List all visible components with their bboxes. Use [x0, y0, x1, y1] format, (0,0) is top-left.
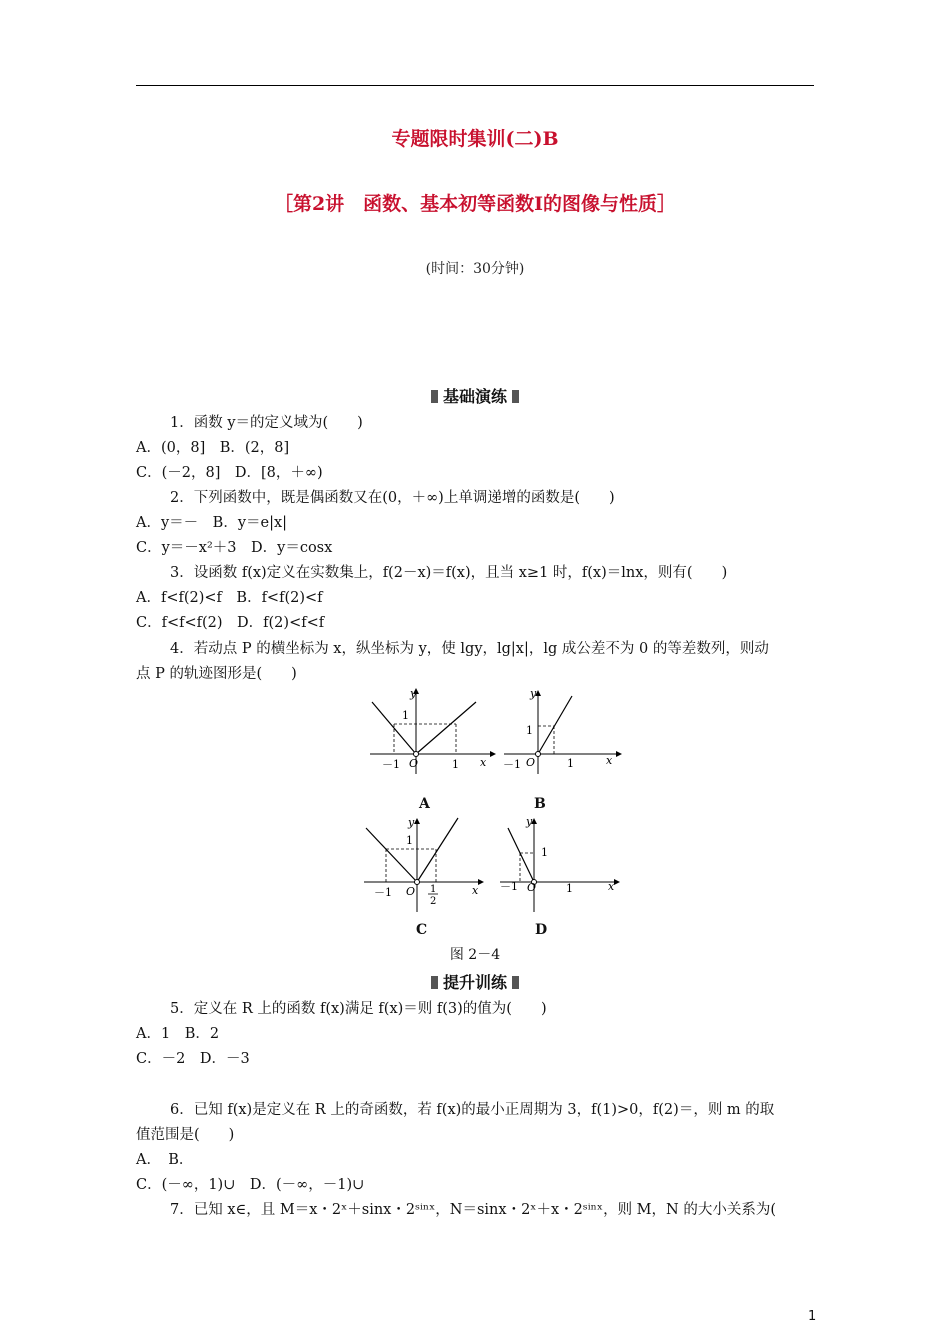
graph-c-label: C [416, 922, 428, 938]
question-5: 5．定义在 R 上的函数 f(x)满足 f(x)＝则 f(3)的值为( ) [170, 1001, 547, 1017]
question-6-cont: 值范围是( ) [136, 1127, 235, 1143]
section-basic [0, 384, 950, 407]
x-axis-label: x [472, 884, 479, 897]
question-1-options-ab: A．(0，8] B．(2，8] [136, 440, 290, 456]
graph-d [498, 812, 622, 916]
x-tick-1: 1 [452, 758, 459, 771]
question-6-options-cd: C．(－∞，1)∪ D．(－∞，－1)∪ [136, 1177, 365, 1193]
x-tick-half-numerator: 1 [430, 884, 437, 895]
question-3-options-cd: C．f<f<f(2) D．f(2)<f<f [136, 615, 325, 631]
section-marker-icon [431, 976, 438, 989]
y-tick-1: 1 [402, 709, 409, 722]
origin-label: O [406, 885, 416, 898]
question-2: 2．下列函数中，既是偶函数又在(0，＋∞)上单调递增的函数是( ) [170, 490, 615, 506]
x-tick-neg1: －1 [503, 758, 521, 771]
section-marker-icon [512, 976, 519, 989]
question-4-cont: 点 P 的轨迹图形是( ) [136, 666, 297, 682]
section-advanced [0, 970, 950, 993]
y-tick-1: 1 [541, 846, 548, 859]
x-tick-1: 1 [566, 882, 573, 895]
question-6-options-ab: A． B． [136, 1152, 194, 1168]
question-4: 4．若动点 P 的横坐标为 x，纵坐标为 y，使 lgy，lg|x|，lg 成公差不为 0 的等差数列，则动 [170, 641, 769, 657]
y-axis-label: y [410, 687, 417, 700]
header-rule [136, 85, 814, 86]
y-tick-1: 1 [526, 724, 533, 737]
x-tick-neg1: －1 [500, 880, 518, 893]
page-subtitle: ［第2讲 函数、基本初等函数Ⅰ的图像与性质］ [273, 193, 677, 215]
y-axis-label: y [530, 687, 537, 700]
question-2-options-ab: A．y＝－ B．y＝e|x| [136, 515, 288, 531]
question-5-options-ab: A．1 B．2 [136, 1026, 220, 1042]
y-tick-1: 1 [406, 834, 413, 847]
page-title: 专题限时集训(二)B [391, 128, 559, 150]
question-6: 6．已知 f(x)是定义在 R 上的奇函数，若 f(x)的最小正周期为 3，f(1)>0，f(2)＝，则 m 的取 [170, 1102, 775, 1118]
graph-a-label: A [419, 796, 430, 812]
section-marker-icon [431, 390, 438, 403]
origin-label: O [527, 881, 537, 894]
x-tick-neg1: －1 [374, 886, 392, 899]
question-3: 3．设函数 f(x)定义在实数集上，f(2－x)＝f(x)，且当 x≥1 时，f(x)＝lnx，则有( ) [170, 565, 728, 581]
graph-a [364, 682, 496, 778]
x-tick-neg1: －1 [382, 758, 400, 771]
question-2-options-cd: C．y＝－x²＋3 D．y＝cosx [136, 540, 333, 556]
y-axis-label: y [526, 815, 533, 828]
time-note: (时间：30分钟) [425, 261, 525, 277]
graph-b [500, 684, 622, 778]
x-axis-label: x [608, 880, 615, 893]
graph-c [362, 812, 488, 916]
graph-b-label: B [534, 796, 546, 812]
x-axis-label: x [480, 756, 487, 769]
question-7: 7．已知 x∈，且 M＝x・2ˣ＋sinx・2ˢⁱⁿˣ，N＝sinx・2ˣ＋x・2ˢⁱⁿˣ，则 M，N 的大小关系为( [170, 1202, 776, 1218]
question-1-options-cd: C．(－2，8] D．[8，＋∞) [136, 465, 323, 481]
origin-label: O [409, 757, 419, 770]
x-axis-label: x [606, 754, 613, 767]
origin-label: O [526, 756, 536, 769]
x-tick-half-denominator: 2 [430, 896, 437, 907]
figure-caption: 图 2－4 [449, 947, 501, 963]
section-marker-icon [512, 390, 519, 403]
question-1: 1．函数 y＝的定义域为( ) [170, 415, 363, 431]
page-number: 1 [808, 1309, 817, 1324]
section-advanced-label: 提升训练 [442, 973, 507, 992]
question-5-options-cd: C．－2 D．－3 [136, 1051, 250, 1067]
y-axis-label: y [408, 816, 415, 829]
question-3-options-ab: A．f<f(2)<f B．f<f(2)<f [136, 590, 323, 606]
x-tick-1: 1 [567, 757, 574, 770]
graph-d-label: D [535, 922, 548, 938]
section-basic-label: 基础演练 [442, 387, 507, 406]
